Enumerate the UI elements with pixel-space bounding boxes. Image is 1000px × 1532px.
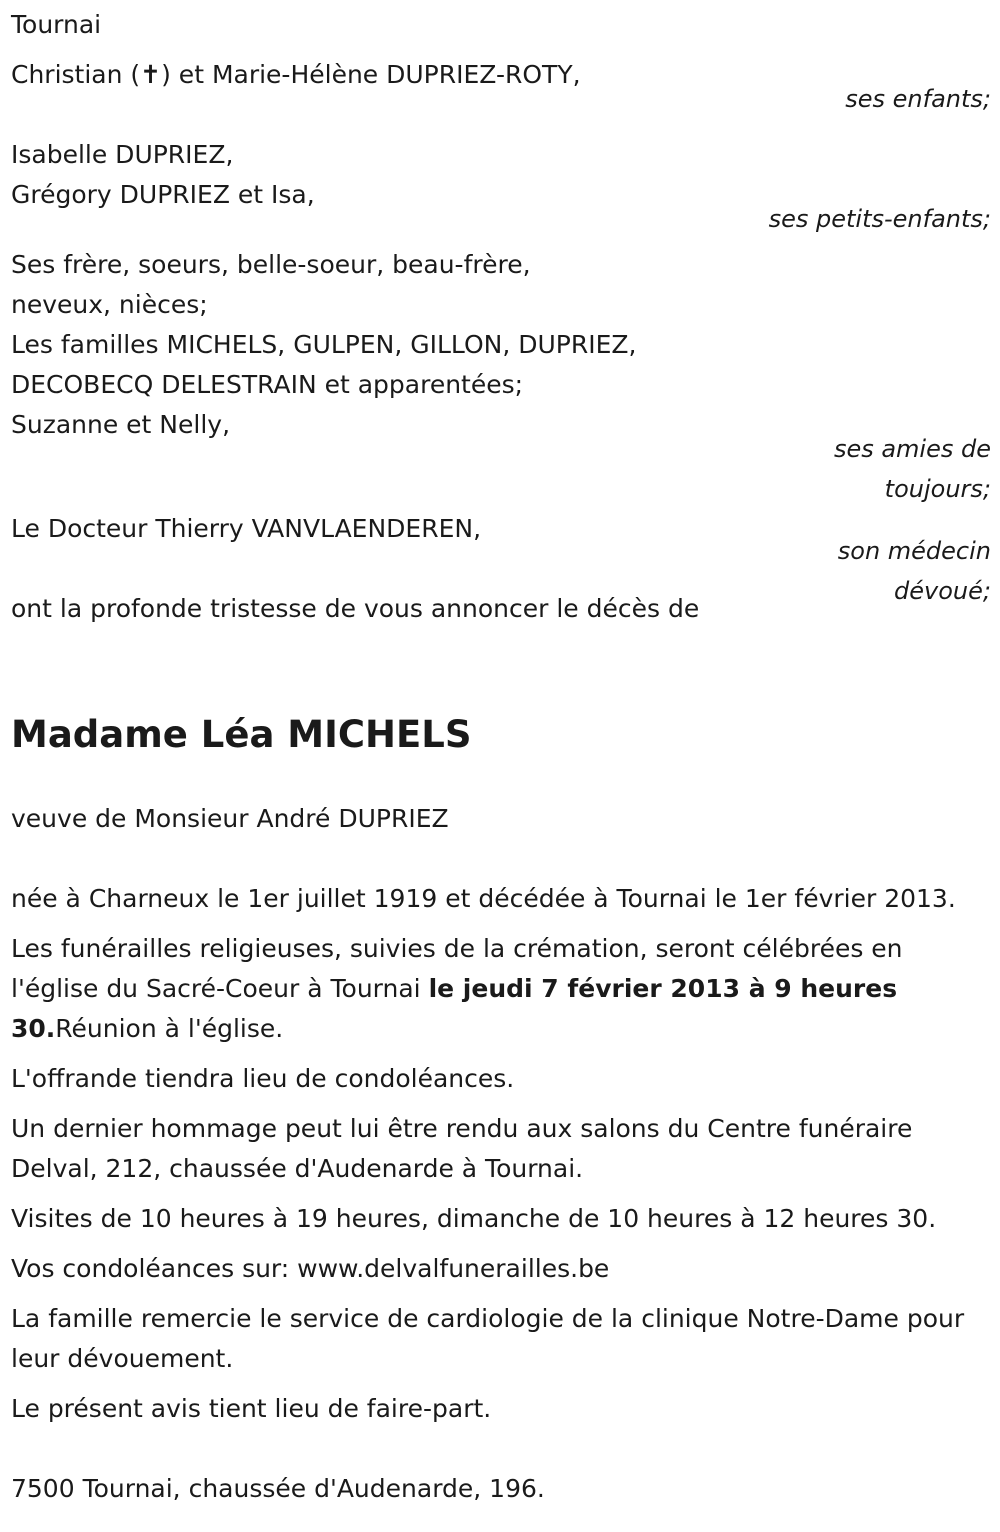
children-names: Christian (✝) et Marie-Hélène DUPRIEZ-ROTY, — [11, 60, 581, 89]
announcement: ont la profonde tristesse de vous annoncer le décès de — [11, 594, 700, 623]
funeral-text: Les funérailles religieuses, suivies de la crémation, seront célébrées en l'église du Sacré-Coeur à Tournai — [11, 934, 903, 1003]
children-role: ses enfants; — [845, 85, 991, 113]
funeral-details — [11, 929, 986, 1049]
relatives-line: DECOBECQ DELESTRAIN et apparentées; — [11, 370, 524, 399]
city-header: Tournai — [11, 10, 102, 39]
relatives-line: neveux, nièces; — [11, 290, 208, 319]
friends-role-line: ses amies de — [833, 435, 991, 463]
funeral-date-time: le jeudi 7 février 2013 à 9 heures 30. — [11, 974, 898, 1043]
obituary-notice — [11, 5, 991, 1509]
offering-note: L'offrande tiendra lieu de condoléances. — [11, 1064, 515, 1093]
condolences-link[interactable]: www.delvalfunerailles.be — [297, 1254, 610, 1283]
condolences-note — [11, 1249, 986, 1289]
thanks-note: La famille remercie le service de cardiologie de la clinique Notre-Dame pour leur dévouement. — [11, 1304, 965, 1373]
notice-note: Le présent avis tient lieu de faire-part. — [11, 1394, 492, 1423]
doctor-role-line: dévoué; — [894, 577, 991, 605]
friends-role-line: toujours; — [884, 475, 991, 503]
relatives-line: Les familles MICHELS, GULPEN, GILLON, DUPRIEZ, — [11, 330, 637, 359]
doctor-section — [11, 509, 991, 679]
grandchildren-role: ses petits-enfants; — [768, 205, 991, 233]
doctor-role-line: son médecin — [837, 537, 991, 565]
address: 7500 Tournai, chaussée d'Audenarde, 196. — [11, 1474, 545, 1503]
condolences-label: Vos condoléances sur: — [11, 1254, 298, 1283]
birth-death: née à Charneux le 1er juillet 1919 et décédée à Tournai le 1er février 2013. — [11, 884, 956, 913]
friends-names: Suzanne et Nelly, — [11, 410, 231, 439]
relatives-line: Ses frère, soeurs, belle-soeur, beau-frère, — [11, 250, 531, 279]
widow-of: veuve de Monsieur André DUPRIEZ — [11, 804, 449, 833]
grandchild-name: Isabelle DUPRIEZ, — [11, 140, 234, 169]
doctor-role — [838, 531, 991, 611]
visits-note: Visites de 10 heures à 19 heures, dimanche de 10 heures à 12 heures 30. — [11, 1204, 937, 1233]
grandchild-name: Grégory DUPRIEZ et Isa, — [11, 180, 315, 209]
funeral-meeting: Réunion à l'église. — [55, 1014, 284, 1043]
tribute-note: Un dernier hommage peut lui être rendu aux salons du Centre funéraire Delval, 212, chaussée d'Audenarde à Tournai. — [11, 1114, 913, 1183]
deceased-name: Madame Léa MICHELS — [11, 713, 472, 756]
doctor-name: Le Docteur Thierry VANVLAENDEREN, — [11, 514, 482, 543]
